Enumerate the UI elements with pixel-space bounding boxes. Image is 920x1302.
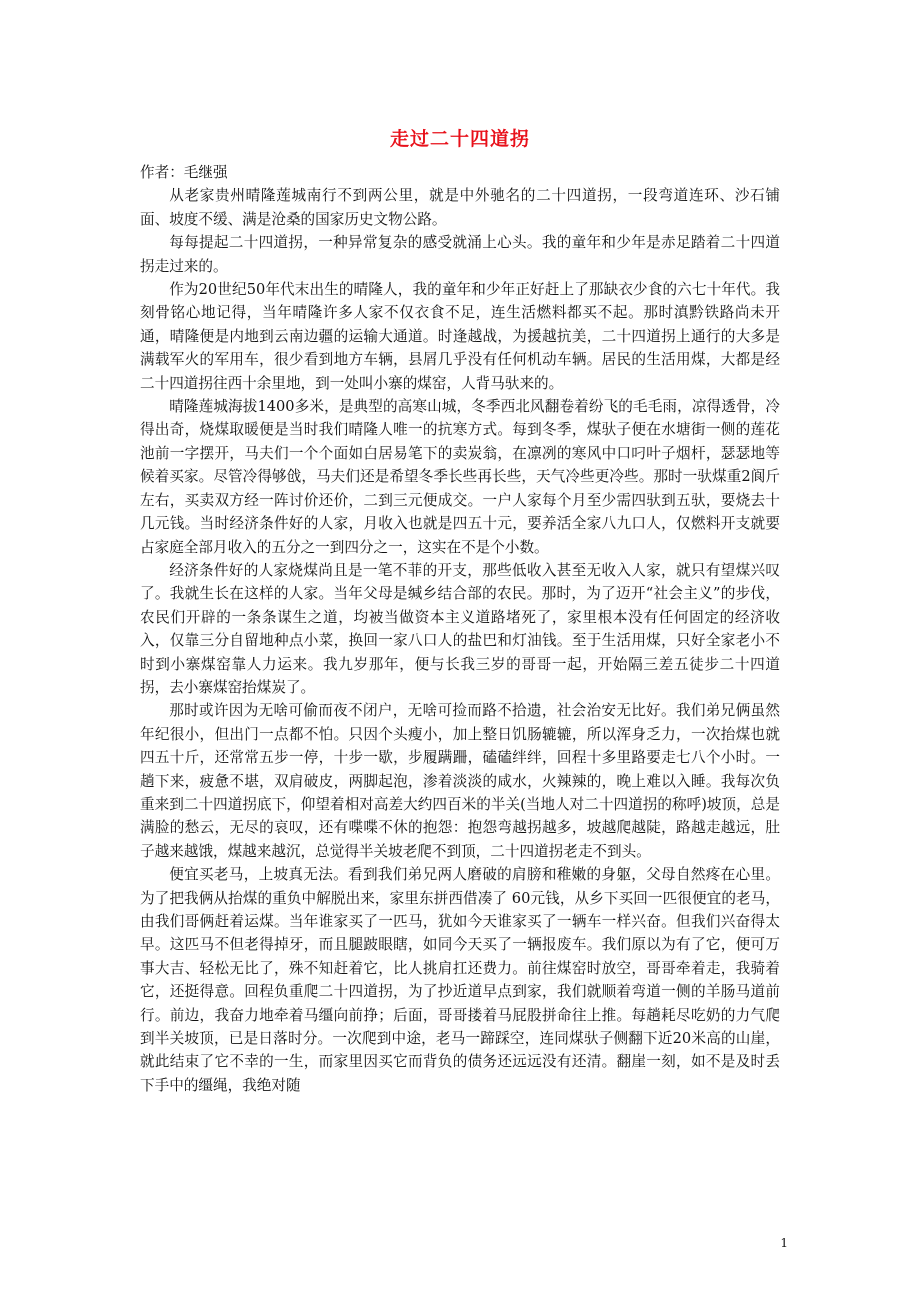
paragraph: 作为20世纪50年代末出生的晴隆人，我的童年和少年正好赶上了那缺衣少食的六七十年代。我刻骨铭心地记得，当年晴隆许多人家不仅衣食不足，连生活燃料都买不起。那时滇黔铁路尚未开通，晴隆便是内地到云南边疆的运输大通道。时逢越战，为援越抗美，二十四道拐上通行的大多是满载军火的军用车，很少看到地方车辆，县屑几乎没有任何机动车辆。居民的生活用煤，大都是经二十四道拐往西十余里地，到一处叫小寨的煤窑，人背马驮来的。 <box>140 281 780 392</box>
paragraph: 每每提起二十四道拐，一种异常复杂的感受就涌上心头。我的童年和少年是赤足踏着二十四道拐走过来的。 <box>140 234 780 275</box>
paragraph: 晴隆莲城海拔1400多米，是典型的高寒山城，冬季西北风翻卷着纷飞的毛毛雨，凉得透骨，冷得出奇，烧煤取暖便是当时我们晴隆人唯一的抗寒方式。每到冬季，煤驮子便在水塘街一侧的莲花池前一字摆开，马夫们一个个面如白居易笔下的卖炭翁，在凛冽的寒风中口叼叶子烟杆，瑟瑟地等候着买家。尽管冷得够戗，马夫们还是希望冬季长些再长些，天气冷些更冷些。那时一驮煤重2阆斤左右，买卖双方经一阵讨价还价，二到三元便成交。一户人家每个月至少需四驮到五驮，要烧去十几元钱。当时经济条件好的人家，月收入也就是四五十元，要养活全家八九口人，仅燃料开支就要占家庭全部月收入的五分之一到四分之一，这实在不是个小数。 <box>140 398 780 556</box>
article-title: 走过二十四道拐 <box>389 128 530 150</box>
paragraph: 从老家贵州晴隆莲城南行不到两公里，就是中外驰名的二十四道拐，一段弯道连环、沙石铺面、坡度不缓、满是沧桑的国家历史文物公路。 <box>140 187 780 228</box>
article-body <box>140 161 780 1097</box>
author-line: 作者：毛继强 <box>140 164 228 181</box>
paragraph: 那时或许因为无啥可偷而夜不闭户，无啥可捡而路不拾遗，社会治安无比好。我们弟兄俩虽然年纪很小，但出门一点都不怕。只因个头瘦小，加上整日饥肠辘辘，所以浑身乏力，一次抬煤也就四五十斤，还常常五步一停，十步一歇，步履蹒跚，磕磕绊绊，回程十多里路要走七八个小时。一趟下来，疲惫不堪，双肩破皮，两脚起泡，渗着淡淡的咸水，火辣辣的，晚上难以入睡。我每次负重来到二十四道拐底下，仰望着相对高差大约四百米的半关(当地人对二十四道拐的称呼)坡顶，总是满脸的愁云，无尽的哀叹，还有喋喋不休的抱怨：抱怨弯越拐越多，坡越爬越陡，路越走越远，肚子越来越饿，煤越来越沉，总觉得半关坡老爬不到顶，二十四道拐老走不到头。 <box>140 702 780 860</box>
paragraph: 便宜买老马，上坡真无法。看到我们弟兄两人磨破的肩膀和稚嫩的身躯，父母自然疼在心里。为了把我俩从抬煤的重负中解脱出来，家里东拼西借凑了 60元钱，从乡下买回一匹很便宜的老马，由我们哥俩赶着运煤。当年谁家买了一匹马，犹如今天谁家买了一辆车一样兴奋。但我们兴奋得太早。这匹马不但老得掉牙，而且腿跛眼瞎，如同今天买了一辆报废车。我们原以为有了它，便可万事大吉、轻松无比了，殊不知赶着它，比人挑肩扛还费力。前往煤窑时放空，哥哥牵着走，我骑着它，还挺得意。回程负重爬二十四道拐，为了抄近道早点到家，我们就顺着弯道一侧的羊肠马道前行。前边，我奋力地牵着马缰向前挣；后面，哥哥搂着马屁股拼命往上推。每趟耗尽吃奶的力气爬到半关坡顶，已是日落时分。一次爬到中途，老马一蹄踩空，连同煤驮子侧翻下近20米高的山崖，就此结束了它不幸的一生，而家里因买它而背负的债务还远远没有还清。翻崖一刻，如不是及时丢下手中的缰绳，我绝对随 <box>140 866 780 1094</box>
paragraph: 经济条件好的人家烧煤尚且是一笔不菲的开支，那些低收入甚至无收入人家，就只有望煤兴叹了。我就生长在这样的人家。当年父母是缄乡结合部的农民。那时，为了迈开“社会主义”的步伐，农民们开辟的一条条谋生之道，均被当做资本主义道路堵死了，家里根本没有任何固定的经济收入，仅靠三分自留地种点小菜，换回一家八口人的盐巴和灯油钱。至于生活用煤，只好全家老小不时到小寨煤窑靠人力运来。我九岁那年，便与长我三岁的哥哥一起，开始隔三差五徒步二十四道拐，去小寨煤窑抬煤炭了。 <box>140 561 780 696</box>
page-number: 1 <box>780 1236 788 1250</box>
